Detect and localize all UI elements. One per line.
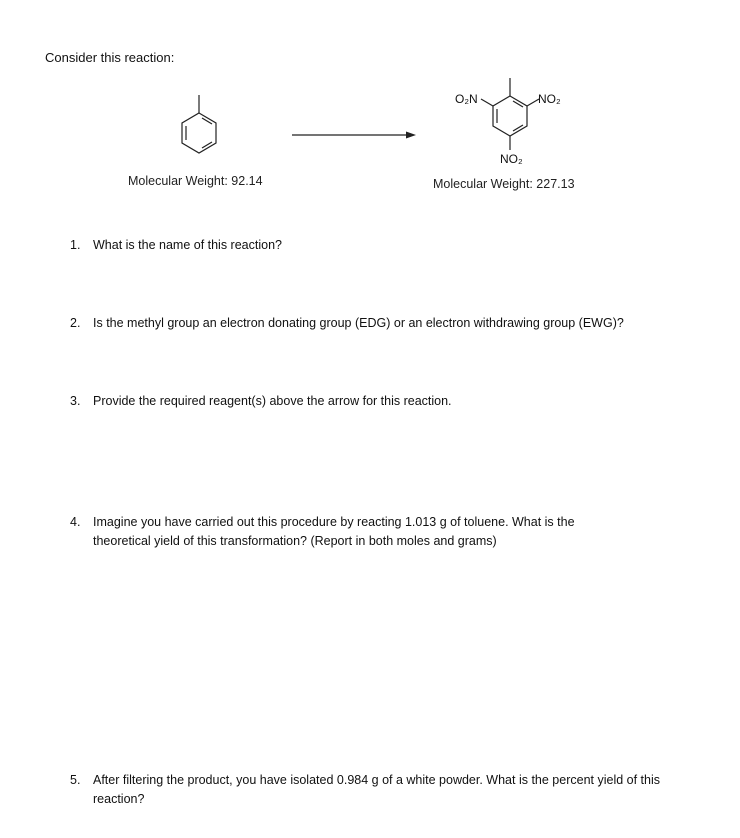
benzene-ring [182, 113, 216, 153]
question-text: Is the methyl group an electron donating group (EDG) or an electron withdrawing group (EWG)? [93, 316, 624, 330]
question-4 [70, 513, 630, 551]
question-number: 1. [70, 238, 81, 252]
tnt-structure [481, 78, 539, 150]
intro-text: Consider this reaction: [45, 50, 175, 65]
question-5 [70, 771, 660, 809]
no2-right-label: NO₂ [538, 92, 561, 106]
question-text: Imagine you have carried out this procedure by reacting 1.013 g of toluene. What is the theoretical yield of this transformation? (Report in both moles and grams) [93, 515, 575, 548]
question-3 [70, 392, 690, 411]
question-number: 3. [70, 394, 81, 408]
question-1 [70, 236, 690, 255]
reaction-arrow [292, 132, 416, 139]
toluene-structure [182, 95, 216, 153]
question-text: After filtering the product, you have isolated 0.984 g of a white powder. What is the percent yield of this reaction? [93, 773, 660, 806]
reaction-scheme [0, 0, 740, 210]
o2n-label: O₂N [455, 92, 478, 106]
question-number: 4. [70, 515, 81, 529]
question-number: 2. [70, 316, 81, 330]
question-2 [70, 314, 690, 333]
reactant-molecular-weight: Molecular Weight: 92.14 [128, 174, 263, 188]
question-text: Provide the required reagent(s) above the arrow for this reaction. [93, 394, 452, 408]
question-number: 5. [70, 773, 81, 787]
product-molecular-weight: Molecular Weight: 227.13 [433, 177, 575, 191]
benzene-ring [493, 96, 527, 136]
question-text: What is the name of this reaction? [93, 238, 282, 252]
no2-bottom-label: NO₂ [500, 152, 523, 166]
